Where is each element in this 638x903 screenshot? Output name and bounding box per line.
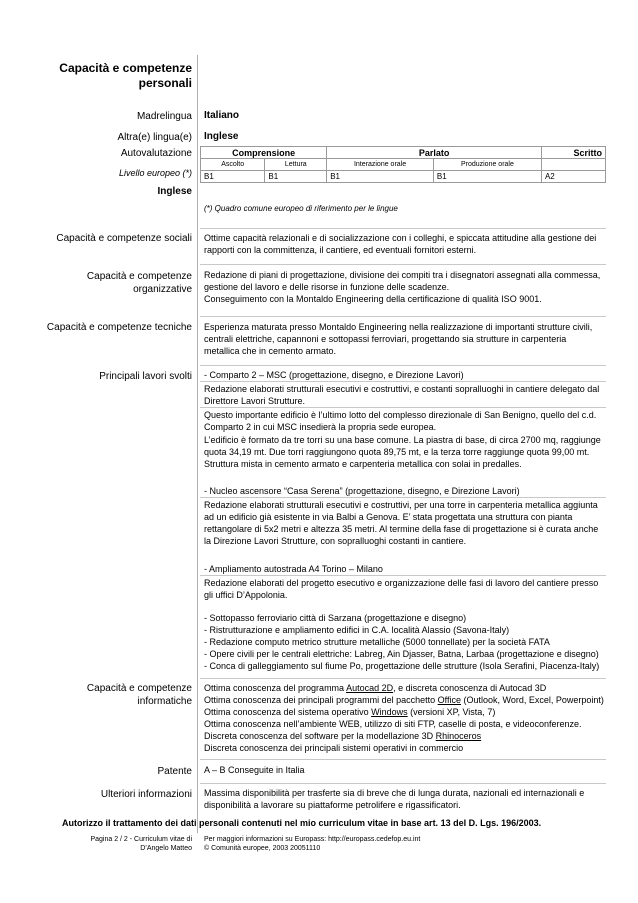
column-divider xyxy=(197,55,198,833)
grid-sub-ascolto: Ascolto xyxy=(201,159,265,171)
separator xyxy=(200,497,606,498)
work-1-title: - Comparto 2 – MSC (progettazione, disegno, e Direzione Lavori) xyxy=(204,370,464,380)
footer-copyright: © Comunità europee, 2003 20051110 xyxy=(204,845,321,852)
grid-level-interazione: B1 xyxy=(327,171,434,183)
license-text: A – B Conseguite in Italia xyxy=(204,765,305,775)
additional-info-text: Massima disponibilità per trasferte sia di breve che di lunga durata, nazionali ed internazionali e disponibilità a lavorare su piattaforme petrolifere e rigassificatori. xyxy=(204,788,585,810)
main-works-label: Principali lavori svolti xyxy=(99,371,192,382)
grid-level-ascolto: B1 xyxy=(201,171,265,183)
grid-header-parlato: Parlato xyxy=(327,147,542,159)
work-1-description: Redazione elaborati strutturali esecutivi e costruttivi, e costanti sopralluoghi in cantiere delegato dal Direttore Lavori Strutture. xyxy=(204,384,600,406)
organizational-label-1: Capacità e competenze xyxy=(86,271,192,282)
separator xyxy=(200,381,606,382)
license-label: Patente xyxy=(157,766,192,777)
other-languages-label: Altra(e) lingua(e) xyxy=(117,132,192,143)
mother-tongue-label: Madrelingua xyxy=(136,111,192,122)
computer-skill-line: Discreta conoscenza dei principali sistemi operativi in commercio xyxy=(204,743,464,753)
computer-skill-line: Ottima conoscenza dei principali programmi del pacchetto Office (Outlook, Word, Excel, Powerpoint) xyxy=(204,695,604,705)
separator xyxy=(200,575,606,576)
computer-skill-line: Ottima conoscenza del sistema operativo Windows (versioni XP, Vista, 7) xyxy=(204,707,496,717)
work-3-title: - Ampliamento autostrada A4 Torino – Milano xyxy=(204,564,383,574)
grid-level-scritto: A2 xyxy=(541,171,605,183)
language-row-label: Inglese xyxy=(157,186,192,197)
separator xyxy=(200,264,606,265)
separator xyxy=(200,316,606,317)
works-list-item: - Ristrutturazione e ampliamento edifici in C.A. località Alassio (Savona-Italy) xyxy=(204,625,510,635)
section-title: Capacità e competenze personali xyxy=(59,61,192,90)
grid-header-scritto: Scritto xyxy=(541,147,605,159)
organizational-text-2: Conseguimento con la Montaldo Engineering della certificazione di qualità ISO 9001. xyxy=(204,294,542,304)
grid-sub-interazione: Interazione orale xyxy=(327,159,434,171)
separator xyxy=(200,759,606,760)
social-skills-text: Ottime capacità relazionali e di socializzazione con i colleghi, e spiccata attitudine alla gestione dei rapporti con la committenza, il cantiere, ed eventuali fornitori esterni. xyxy=(204,233,597,255)
social-skills-label: Capacità e competenze sociali xyxy=(56,233,192,244)
separator xyxy=(200,407,606,408)
computer-skills-label-1: Capacità e competenze xyxy=(86,683,192,694)
footer-page-number: Pagina 2 / 2 - Curriculum vitae di xyxy=(90,836,192,843)
technical-skills-label: Capacità e competenze tecniche xyxy=(46,322,192,333)
footer-europass-link: Per maggiori informazioni su Europass: http://europass.cedefop.eu.int xyxy=(204,836,421,843)
separator xyxy=(200,365,606,366)
works-list-item: - Opere civili per le centrali elettriche: Labreg, Ain Djasser, Batna, Larbaa (progettazione e disegno) xyxy=(204,649,599,659)
mother-tongue-value: Italiano xyxy=(204,110,240,121)
organizational-text-1: Redazione di piani di progettazione, divisione dei compiti tra i disegnatori assegnati alla commessa, gestione del lavoro e delle risorse in funzione delle scadenze. xyxy=(204,270,601,292)
works-list-item: - Redazione computo metrico strutture metalliche (5000 tonnellate) per la società FATA xyxy=(204,637,550,647)
footer-page-info xyxy=(90,835,192,853)
computer-skill-line: Discreta conoscenza del software per la modellazione 3D Rhinoceros xyxy=(204,731,482,741)
cefr-note: (*) Quadro comune europeo di riferimento per le lingue xyxy=(204,204,398,213)
european-level-label: Livello europeo (*) xyxy=(118,168,192,178)
grid-sub-lettura: Lettura xyxy=(265,159,327,171)
other-languages-value: Inglese xyxy=(204,131,239,142)
work-1-context: Questo importante edificio è l’ultimo lotto del complesso direzionale di San Benigno, quello del c.d. Comparto 2 in cui MSC insedierà la propria sede europea. xyxy=(204,410,597,432)
work-2-title: - Nucleo ascensore “Casa Serena” (progettazione, disegno, e Direzione Lavori) xyxy=(204,486,520,496)
grid-header-comprensione: Comprensione xyxy=(201,147,327,159)
office-link[interactable]: Office xyxy=(437,695,461,705)
computer-skill-line: Ottima conoscenza nell’ambiente WEB, utilizzo di siti FTP, caselle di posta, e videoconferenze. xyxy=(204,719,582,729)
grid-level-produzione: B1 xyxy=(433,171,541,183)
footer-author: D’Angelo Matteo xyxy=(140,845,192,852)
separator xyxy=(200,783,606,784)
self-assessment-grid xyxy=(200,146,606,183)
privacy-authorization: Autorizzo il trattamento dei dati personali contenuti nel mio curriculum vitae in base art. 13 del D. Lgs. 196/2003. xyxy=(62,818,542,828)
computer-skill-line: Ottima conoscenza del programma Autocad 2D, e discreta conoscenza di Autocad 3D xyxy=(204,683,547,693)
work-1-details: L’edificio è formato da tre torri su una base comune. La piastra di base, di circa 2700 mq, raggiunge quota 34,19 mt. Due torri raggiungono quota 89,75 mt, e la terza torre raggiunge quota 99,00 mt. Struttura mista in cemento armato e carpenteria metallica con solai in predalles. xyxy=(204,435,601,469)
works-list-item: - Conca di galleggiamento sul fiume Po, progettazione delle strutture (Isola Serafini, Piacenza-Italy) xyxy=(204,661,600,671)
organizational-label-2: organizzative xyxy=(133,284,192,295)
work-3-description: Redazione elaborati del progetto esecutivo e organizzazione delle fasi di lavoro del cantiere presso gli uffici D’Appolonia. xyxy=(204,578,599,600)
rhinoceros-link[interactable]: Rhinoceros xyxy=(435,731,482,741)
separator xyxy=(200,678,606,679)
separator xyxy=(200,228,606,229)
work-2-description: Redazione elaborati strutturali esecutivi e costruttivi, per una torre in carpenteria metallica aggiunta ad un edificio già esistente in via Balbi a Genova. E’ stata progettata una struttura con pianta rettangolare di 5x2 metri e altezza 35 metri. Al termine della fase di progettazione si è curata anche la Direzione Lavori Strutture, con sopralluoghi costanti in cantiere. xyxy=(204,500,599,546)
grid-sub-produzione: Produzione orale xyxy=(433,159,541,171)
grid-level-lettura: B1 xyxy=(265,171,327,183)
autocad-link[interactable]: Autocad 2D xyxy=(346,683,394,693)
technical-skills-text: Esperienza maturata presso Montaldo Engineering nella realizzazione di importanti strutture civili, centrali elettriche, capannoni e sottopassi ferroviari, progettando sia strutture in carpenteria metallica che in cemento armato. xyxy=(204,322,593,356)
footer-europass-info xyxy=(204,835,420,853)
additional-info-label: Ulteriori informazioni xyxy=(100,789,192,800)
works-list-item: - Sottopasso ferroviario città di Sarzana (progettazione e disegno) xyxy=(204,613,467,623)
self-assessment-label: Autovalutazione xyxy=(120,148,192,159)
windows-link[interactable]: Windows xyxy=(371,707,408,717)
computer-skills-label-2: informatiche xyxy=(137,696,192,707)
